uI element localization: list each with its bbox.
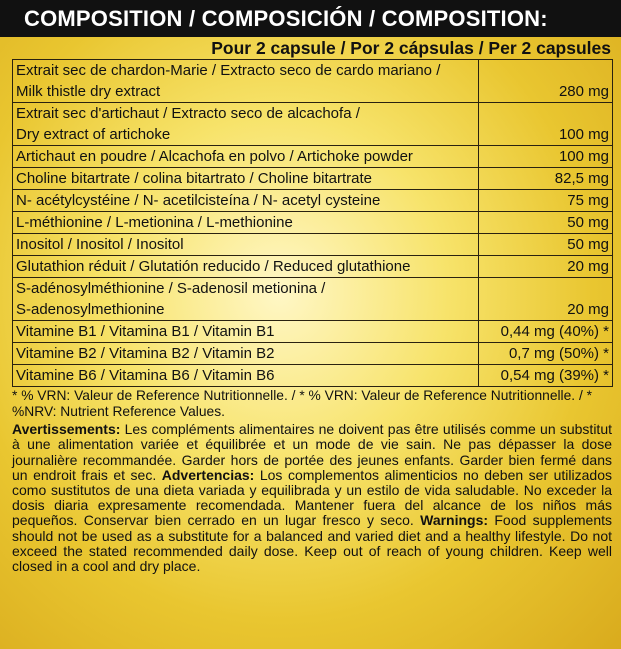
warnings-text-fr: Les compléments alimentaires ne doivent pas être utilisés comme un substitut à une alimentation variée et équilibrée et un mode de vie sain. Ne pas dépasser la dose journalière recommandée. Garder hors de portée des jeunes enfants. Garder bien fermé dans un endroit frais et sec. <box>12 421 612 483</box>
ingredient-name-line: Dry extract of artichoke <box>16 126 171 143</box>
ingredient-amount: 20 mg <box>479 278 613 321</box>
ingredient-amount: 50 mg <box>479 234 613 256</box>
ingredient-name-line: Milk thistle dry extract <box>16 83 161 100</box>
ingredient-name <box>13 278 479 321</box>
ingredient-amount: 280 mg <box>479 60 613 103</box>
warnings-text-en: Food supplements should not be used as a substitute for a balanced and varied diet and a healthy lifestyle. Do not exceed the stated recommended daily dose. Keep out of reach of young children. Keep well closed in a cool and dry place. <box>12 512 613 575</box>
composition-row <box>13 256 613 278</box>
ingredient-name <box>13 321 479 343</box>
ingredient-name <box>13 234 479 256</box>
ingredient-amount: 0,54 mg (39%) * <box>479 365 613 387</box>
composition-row <box>13 103 613 146</box>
ingredient-name <box>13 103 479 146</box>
warnings-heading-es: Advertencias: <box>161 466 255 483</box>
ingredient-name-line: Artichaut en poudre / Alcachofa en polvo / Artichoke powder <box>16 148 413 165</box>
composition-table <box>12 59 613 387</box>
ingredient-name <box>13 365 479 387</box>
ingredient-name-line: Choline bitartrate / colina bitartrato / Choline bitartrate <box>16 170 373 187</box>
serving-size-subtitle: Pour 2 capsule / Por 2 cápsulas / Per 2 capsules <box>211 38 611 58</box>
ingredient-name-line: L-méthionine / L-metionina / L-methionine <box>16 214 293 231</box>
composition-row <box>13 234 613 256</box>
composition-title: COMPOSITION / COMPOSICIÓN / COMPOSITION: <box>0 0 621 37</box>
ingredient-amount: 0,7 mg (50%) * <box>479 343 613 365</box>
composition-row <box>13 168 613 190</box>
warnings-paragraph <box>12 422 612 574</box>
ingredient-amount: 100 mg <box>479 103 613 146</box>
composition-row <box>13 365 613 387</box>
composition-row <box>13 212 613 234</box>
ingredient-name-line: S-adénosylméthionine / S-adenosil metionina / <box>16 280 326 297</box>
ingredient-name-line: Vitamine B6 / Vitamina B6 / Vitamin B6 <box>16 367 275 384</box>
ingredient-amount: 100 mg <box>479 146 613 168</box>
composition-row <box>13 60 613 103</box>
ingredient-name-line: Extrait sec d'artichaut / Extracto seco de alcachofa / <box>16 105 360 122</box>
notes-section <box>12 388 612 574</box>
composition-row <box>13 343 613 365</box>
ingredient-name <box>13 60 479 103</box>
warnings-heading-fr: Avertissements: <box>12 421 121 438</box>
composition-row <box>13 278 613 321</box>
ingredient-amount: 82,5 mg <box>479 168 613 190</box>
ingredient-name-line: Extrait sec de chardon-Marie / Extracto seco de cardo mariano / <box>16 62 441 79</box>
ingredient-name-line: S-adenosylmethionine <box>16 301 165 318</box>
composition-row <box>13 190 613 212</box>
warnings-heading-en: Warnings: <box>420 512 489 529</box>
ingredient-name-line: N- acétylcystéine / N- acetilcisteína / N- acetyl cysteine <box>16 192 381 209</box>
ingredient-amount: 75 mg <box>479 190 613 212</box>
ingredient-name-line: Vitamine B2 / Vitamina B2 / Vitamin B2 <box>16 345 275 362</box>
ingredient-amount: 0,44 mg (40%) * <box>479 321 613 343</box>
ingredient-amount: 20 mg <box>479 256 613 278</box>
ingredient-name <box>13 256 479 278</box>
vrn-footnote: * % VRN: Valeur de Reference Nutritionnelle. / * % VRN: Valeur de Reference Nutritionnelle. / * %NRV: Nutrient Reference Values. <box>12 388 593 419</box>
ingredient-amount: 50 mg <box>479 212 613 234</box>
ingredient-name <box>13 343 479 365</box>
ingredient-name <box>13 146 479 168</box>
ingredient-name-line: Glutathion réduit / Glutatión reducido / Reduced glutathione <box>16 258 411 275</box>
ingredient-name-line: Vitamine B1 / Vitamina B1 / Vitamin B1 <box>16 323 275 340</box>
composition-row <box>13 321 613 343</box>
ingredient-name-line: Inositol / Inositol / Inositol <box>16 236 184 253</box>
ingredient-name <box>13 190 479 212</box>
warnings-text-es: Los complementos alimenticios no deben ser utilizados como sustitutos de una dieta variada y equilibrada y un estilo de vida saludable. No exceder la dosis diaria expresamente recomendada. Mantener fuera del alcance de los niños más pequeños. Conservar bien cerrado en un lugar fresco y seco. <box>12 466 612 529</box>
composition-row <box>13 146 613 168</box>
ingredient-name <box>13 168 479 190</box>
ingredient-name <box>13 212 479 234</box>
